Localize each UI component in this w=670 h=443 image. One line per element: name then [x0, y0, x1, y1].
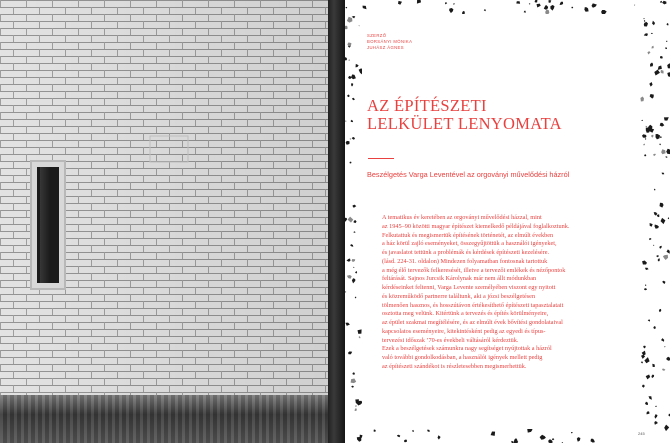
terrazzo-chip — [350, 162, 352, 164]
body-line: tervezési időszak ’70-es évekbeli váltásáról kérdeztük. — [382, 336, 519, 344]
terrazzo-chip — [516, 1, 520, 4]
terrazzo-chip — [491, 432, 496, 436]
terrazzo-chip — [356, 64, 359, 68]
terrazzo-chip — [351, 120, 353, 122]
credit-line: SZERZŐ — [367, 33, 387, 38]
terrazzo-chip — [644, 33, 648, 36]
book-spine — [328, 0, 345, 443]
terrazzo-chip — [649, 82, 652, 87]
terrazzo-chip — [359, 25, 360, 26]
terrazzo-chip — [640, 97, 644, 102]
terrazzo-chip — [660, 136, 662, 138]
terrazzo-chip — [417, 0, 421, 4]
terrazzo-chip — [540, 435, 546, 440]
terrazzo-chip — [363, 6, 367, 10]
terrazzo-chip — [651, 33, 653, 34]
terrazzo-chip — [353, 205, 357, 208]
terrazzo-chip — [347, 95, 349, 98]
terrazzo-chip — [645, 402, 648, 405]
terrazzo-chip — [412, 430, 414, 432]
terrazzo-chip — [642, 261, 647, 265]
body-line: a ház körül zajló eseményeket, összegyűjtöttük a használói igényeket, — [382, 240, 557, 248]
terrazzo-chip — [347, 259, 351, 262]
terrazzo-chip — [649, 396, 652, 400]
terrazzo-chip — [664, 425, 669, 432]
terrazzo-chip — [524, 11, 526, 13]
terrazzo-chip — [661, 218, 666, 224]
ground-strip — [0, 395, 328, 443]
terrazzo-chip — [653, 326, 656, 329]
body-line: kapcsolatos eseményeire, kitekintésként pedig az egyedi és típus- — [382, 327, 546, 335]
terrazzo-chip — [661, 149, 665, 154]
terrazzo-chip — [352, 16, 356, 18]
terrazzo-chip — [571, 432, 573, 434]
terrazzo-chip — [645, 268, 649, 270]
terrazzo-chip — [666, 149, 670, 154]
terrazzo-chip — [667, 249, 670, 253]
terrazzo-chip — [656, 255, 659, 257]
terrazzo-chip — [352, 278, 355, 283]
terrazzo-chip — [348, 217, 354, 223]
terrazzo-chip — [348, 351, 352, 354]
body-line: feltárását. Sajnos Jurcsik Károlynak már nem állt módunkban — [382, 275, 537, 283]
terrazzo-chip — [646, 375, 651, 380]
terrazzo-chip — [662, 1, 666, 5]
terrazzo-chip — [560, 2, 564, 5]
article-body — [382, 214, 640, 372]
terrazzo-chip — [661, 70, 664, 74]
terrazzo-chip — [650, 63, 653, 67]
terrazzo-chip — [654, 70, 660, 76]
terrazzo-chip — [659, 246, 662, 249]
terrazzo-chip — [663, 255, 668, 260]
terrazzo-chip — [353, 220, 356, 223]
terrazzo-chip — [664, 117, 669, 120]
terrazzo-chip — [651, 375, 654, 379]
terrazzo-chip — [398, 1, 402, 5]
terrazzo-chip — [652, 364, 655, 367]
terrazzo-chip — [358, 329, 362, 334]
terrazzo-chip — [345, 26, 348, 30]
terrazzo-chip — [552, 438, 554, 440]
terrazzo-chip — [352, 259, 356, 262]
terrazzo-chip — [347, 275, 352, 279]
terrazzo-chip — [650, 94, 654, 99]
terrazzo-chip — [643, 346, 646, 349]
title-line: AZ ÉPÍTÉSZETI — [367, 96, 487, 115]
terrazzo-chip — [641, 362, 643, 364]
terrazzo-chip — [642, 120, 643, 121]
terrazzo-chip — [453, 3, 455, 4]
terrazzo-chip — [591, 439, 595, 443]
terrazzo-chip — [662, 369, 666, 371]
terrazzo-chip — [351, 83, 353, 86]
terrazzo-chip — [654, 212, 658, 216]
terrazzo-chip — [347, 17, 353, 23]
text-panel — [362, 14, 640, 429]
body-line: A tematikus év keretében az orgoványi művelődési házzal, mint — [382, 214, 542, 221]
terrazzo-chip — [649, 238, 651, 240]
terrazzo-chip — [660, 56, 663, 59]
article-title — [367, 97, 637, 133]
body-line: és közreműködő partnerre találtunk, aki a józsi beszélgetésen — [382, 292, 536, 300]
terrazzo-chip — [345, 120, 347, 121]
terrazzo-chip — [445, 2, 447, 4]
terrazzo-chip — [360, 435, 363, 439]
terrazzo-chip — [571, 7, 573, 9]
author-credits — [367, 33, 412, 51]
terrazzo-chip — [535, 0, 538, 3]
terrazzo-chip — [660, 123, 665, 127]
terrazzo-chip — [665, 47, 667, 49]
terrazzo-chip — [642, 385, 645, 388]
terrazzo-chip — [355, 297, 357, 299]
terrazzo-chip — [345, 7, 347, 8]
terrazzo-chip — [348, 76, 351, 79]
terrazzo-chip — [646, 126, 648, 128]
terrazzo-chip — [668, 217, 669, 219]
brick-wall-photo — [0, 0, 328, 443]
credit-line: JUHÁSZ ÁGNES — [367, 45, 404, 50]
terrazzo-chip — [666, 357, 670, 361]
terrazzo-chip — [662, 281, 665, 284]
terrazzo-chip — [348, 60, 350, 61]
terrazzo-chip — [634, 5, 635, 6]
page-number: 245 — [638, 431, 645, 436]
terrazzo-chip — [449, 8, 453, 13]
terrazzo-chip — [549, 0, 552, 3]
terrazzo-chip — [537, 4, 541, 8]
terrazzo-chip — [644, 154, 646, 156]
terrazzo-chip — [355, 271, 357, 274]
terrazzo-chip — [644, 357, 649, 363]
terrazzo-chip — [664, 346, 665, 347]
terrazzo-chip — [584, 7, 588, 12]
terrazzo-chip — [350, 244, 353, 247]
terrazzo-chip — [647, 51, 650, 54]
terrazzo-chip — [345, 218, 347, 222]
body-line: Ezek a beszélgetések számunkra nagy segítséget nyújtottak a házról — [382, 345, 552, 353]
narrow-window — [30, 160, 66, 290]
terrazzo-chip — [651, 135, 653, 138]
terrazzo-chip — [655, 225, 659, 229]
terrazzo-chip — [645, 285, 646, 286]
terrazzo-chip — [653, 245, 654, 246]
terrazzo-chip — [658, 258, 660, 261]
terrazzo-chip — [359, 336, 361, 338]
body-line: az 1945–90 közötti magyar építészet kiemelkedő példájával foglalkoztunk. — [382, 222, 570, 230]
terrazzo-chip — [374, 430, 376, 432]
terrazzo-chip — [353, 267, 354, 268]
body-line: az építészeti szándékot is részletesebben megismerhettük. — [382, 362, 527, 370]
terrazzo-chip — [350, 138, 352, 140]
terrazzo-chip — [657, 214, 660, 217]
body-line: osztotta meg velünk. Kitértünk a tervezés és építés körülményeire, — [382, 310, 549, 318]
terrazzo-chip — [653, 154, 656, 156]
article-lead: Beszélgetés Varga Leventével az orgoványi művelődési házról — [367, 170, 570, 179]
body-line: a még élő tervezők felkeresését, illetve a tervezői emlékek és nézőpontok — [382, 266, 566, 274]
terrazzo-chip — [529, 3, 531, 4]
terrazzo-chip — [667, 23, 669, 25]
terrazzo-chip — [352, 372, 355, 374]
body-line: tölmenően hasznos, és hosszútávon értékesíthető építészeti tapasztalatait — [382, 301, 564, 309]
terrazzo-chip — [650, 223, 653, 227]
terrazzo-chip — [484, 9, 486, 11]
terrazzo-chip — [658, 66, 662, 71]
body-line: és javaslatot tettünk a problémák és kérdések építészeti kezelésére. — [382, 249, 550, 256]
terrazzo-chip — [397, 435, 400, 437]
terrazzo-chip — [656, 134, 661, 139]
terrazzo-chip — [641, 355, 645, 359]
terrazzo-chip — [355, 409, 357, 412]
terrazzo-chip — [644, 22, 648, 27]
terrazzo-chip — [346, 141, 350, 145]
title-divider — [368, 158, 394, 159]
terrazzo-chip — [660, 203, 664, 208]
terrazzo-chip — [352, 137, 355, 140]
terrazzo-chip — [659, 144, 661, 146]
terrazzo-chip — [355, 406, 356, 407]
terrazzo-chip — [404, 440, 407, 443]
terrazzo-chip — [659, 309, 661, 312]
terrazzo-chip — [577, 437, 581, 442]
credit-line: BORSÁNYI MÓNIKA — [367, 39, 413, 44]
terrazzo-chip — [652, 21, 655, 26]
terrazzo-chip — [666, 41, 668, 42]
title-line: LELKÜLET LENYOMATA — [367, 114, 562, 133]
terrazzo-chip — [592, 3, 597, 7]
terrazzo-chip — [544, 5, 548, 10]
terrazzo-chip — [351, 386, 354, 388]
terrazzo-chip — [648, 319, 650, 321]
terrazzo-chip — [661, 338, 664, 342]
terrazzo-chip — [666, 156, 668, 157]
terrazzo-chip — [645, 138, 646, 140]
body-line: kérdéseinket feltenni, Varga Levente személyében viszont egy nyitott — [382, 284, 556, 291]
article-page — [345, 0, 670, 443]
terrazzo-chip — [642, 351, 646, 356]
terrazzo-chip — [644, 20, 645, 22]
body-line: Felkutattuk és megismertük építésének történetét, az elmúlt években — [382, 231, 554, 239]
body-line: az épület szakmai megítélésére, és az elmúlt évek bővítési gondolataival — [382, 319, 563, 326]
terrazzo-chip — [345, 323, 350, 326]
terrazzo-chip — [662, 173, 665, 175]
terrazzo-chip — [427, 430, 430, 432]
terrazzo-chip — [438, 435, 441, 439]
terrazzo-chip — [643, 18, 644, 19]
terrazzo-chip — [351, 379, 357, 384]
terrazzo-chip — [655, 414, 658, 419]
body-line: való további gondolkodásban, a használói igények mellett pedig — [382, 354, 543, 361]
terrazzo-chip — [654, 189, 656, 191]
terrazzo-chip — [654, 421, 658, 425]
terrazzo-chip — [660, 1, 662, 3]
terrazzo-chip — [644, 288, 647, 290]
terrazzo-chip — [345, 57, 347, 60]
terrazzo-chip — [345, 291, 346, 292]
terrazzo-chip — [352, 98, 355, 101]
terrazzo-chip — [651, 46, 653, 49]
terrazzo-chip — [643, 144, 645, 146]
terrazzo-chip — [647, 411, 650, 414]
terrazzo-chip — [646, 127, 650, 133]
terrazzo-chip — [351, 74, 356, 79]
body-line: (lásd. 224-31. oldalon) Mindezen folyamatban fontosnak tartottuk — [382, 257, 548, 265]
terrazzo-chip — [655, 406, 657, 407]
terrazzo-chip — [353, 231, 355, 232]
terrazzo-chip — [642, 134, 647, 138]
